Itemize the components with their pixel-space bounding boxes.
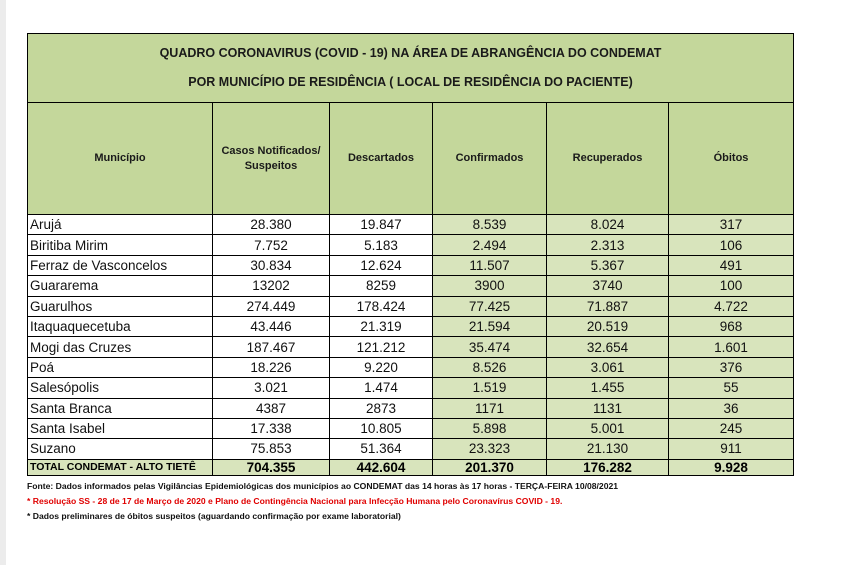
cell-recuperados: 3740 [547,276,669,296]
covid-report-sheet [27,33,793,524]
cell-casos: 274.449 [213,296,330,316]
cell-descartados: 51.364 [330,439,433,459]
cell-obitos: 36 [669,398,794,418]
cell-confirmados: 8.539 [433,215,547,235]
preliminary-note: * Dados preliminares de óbitos suspeitos (aguardando confirmação por exame laboratorial) [27,510,401,521]
cell-municipio: Arujá [28,215,213,235]
table-row [28,357,794,377]
cell-municipio: Itaquaquecetuba [28,316,213,336]
cell-descartados: 1.474 [330,378,433,398]
cell-municipio: Suzano [28,439,213,459]
cell-descartados: 2873 [330,398,433,418]
table-row [28,235,794,255]
table-row [28,418,794,438]
cell-obitos: 4.722 [669,296,794,316]
cell-recuperados: 5.367 [547,255,669,275]
title-line-2: POR MUNICÍPIO DE RESIDÊNCIA ( LOCAL DE RESIDÊNCIA DO PACIENTE) [188,75,633,89]
cell-descartados: 121.212 [330,337,433,357]
cell-descartados: 5.183 [330,235,433,255]
cell-casos: 13202 [213,276,330,296]
header-municipio: Município [28,103,213,215]
cell-casos: 28.380 [213,215,330,235]
total-municipio: TOTAL CONDEMAT - ALTO TIETÊ [28,459,213,475]
cell-recuperados: 1.455 [547,378,669,398]
cell-municipio: Biritiba Mirim [28,235,213,255]
table-title [28,34,794,103]
cell-obitos: 317 [669,215,794,235]
table-row [28,296,794,316]
cell-descartados: 178.424 [330,296,433,316]
table-row [28,316,794,336]
cell-casos: 4387 [213,398,330,418]
source-note: Fonte: Dados informados pelas Vigilâncias Epidemiológicas dos municípios ao CONDEMAT das 14 horas às 17 horas - TERÇA-FEIRA 10/08/2021 [27,480,619,491]
cell-descartados: 8259 [330,276,433,296]
header-descartados: Descartados [330,103,433,215]
cell-confirmados: 1171 [433,398,547,418]
table-row [28,276,794,296]
header-recuperados: Recuperados [547,103,669,215]
cell-descartados: 21.319 [330,316,433,336]
cell-recuperados: 20.519 [547,316,669,336]
table-row [28,378,794,398]
header-obitos: Óbitos [669,103,794,215]
cell-municipio: Guarulhos [28,296,213,316]
cell-recuperados: 21.130 [547,439,669,459]
cell-municipio: Santa Branca [28,398,213,418]
total-recuperados: 176.282 [547,459,669,475]
cell-descartados: 19.847 [330,215,433,235]
total-row [28,459,794,475]
cell-confirmados: 23.323 [433,439,547,459]
table-row [28,215,794,235]
cell-municipio: Guararema [28,276,213,296]
footnotes [27,479,793,524]
title-line-1: QUADRO CORONAVIRUS (COVID - 19) NA ÁREA DE ABRANGÊNCIA DO CONDEMAT [159,46,662,60]
cell-confirmados: 21.594 [433,316,547,336]
table-row [28,255,794,275]
cell-casos: 17.338 [213,418,330,438]
cell-obitos: 1.601 [669,337,794,357]
table-row [28,337,794,357]
cell-confirmados: 11.507 [433,255,547,275]
cell-casos: 43.446 [213,316,330,336]
cell-confirmados: 35.474 [433,337,547,357]
total-casos: 704.355 [213,459,330,475]
cell-confirmados: 2.494 [433,235,547,255]
cell-obitos: 968 [669,316,794,336]
cell-recuperados: 1131 [547,398,669,418]
covid-table [27,33,794,476]
table-row [28,439,794,459]
cell-obitos: 376 [669,357,794,377]
cell-recuperados: 3.061 [547,357,669,377]
cell-casos: 30.834 [213,255,330,275]
cell-recuperados: 32.654 [547,337,669,357]
header-row [28,103,794,215]
cell-obitos: 911 [669,439,794,459]
cell-descartados: 10.805 [330,418,433,438]
cell-municipio: Salesópolis [28,378,213,398]
header-confirmados: Confirmados [433,103,547,215]
table-row [28,398,794,418]
cell-municipio: Ferraz de Vasconcelos [28,255,213,275]
cell-confirmados: 1.519 [433,378,547,398]
cell-recuperados: 71.887 [547,296,669,316]
cell-descartados: 9.220 [330,357,433,377]
cell-casos: 187.467 [213,337,330,357]
cell-municipio: Poá [28,357,213,377]
cell-obitos: 55 [669,378,794,398]
cell-casos: 3.021 [213,378,330,398]
total-obitos: 9.928 [669,459,794,475]
total-confirmados: 201.370 [433,459,547,475]
cell-confirmados: 8.526 [433,357,547,377]
cell-confirmados: 5.898 [433,418,547,438]
resolution-note: * Resolução SS - 28 de 17 de Março de 2020 e Plano de Contingência Nacional para Infecção Humana pelo Coronavírus COVID - 19. [27,495,563,506]
cell-confirmados: 3900 [433,276,547,296]
total-descartados: 442.604 [330,459,433,475]
cell-recuperados: 5.001 [547,418,669,438]
cell-municipio: Mogi das Cruzes [28,337,213,357]
cell-obitos: 491 [669,255,794,275]
cell-recuperados: 8.024 [547,215,669,235]
cell-municipio: Santa Isabel [28,418,213,438]
header-casos: Casos Notificados/ Suspeitos [213,103,330,215]
cell-obitos: 100 [669,276,794,296]
cell-recuperados: 2.313 [547,235,669,255]
cell-obitos: 245 [669,418,794,438]
cell-casos: 7.752 [213,235,330,255]
cell-obitos: 106 [669,235,794,255]
cell-confirmados: 77.425 [433,296,547,316]
cell-casos: 18.226 [213,357,330,377]
cell-descartados: 12.624 [330,255,433,275]
cell-casos: 75.853 [213,439,330,459]
left-edge-shadow [0,0,6,565]
